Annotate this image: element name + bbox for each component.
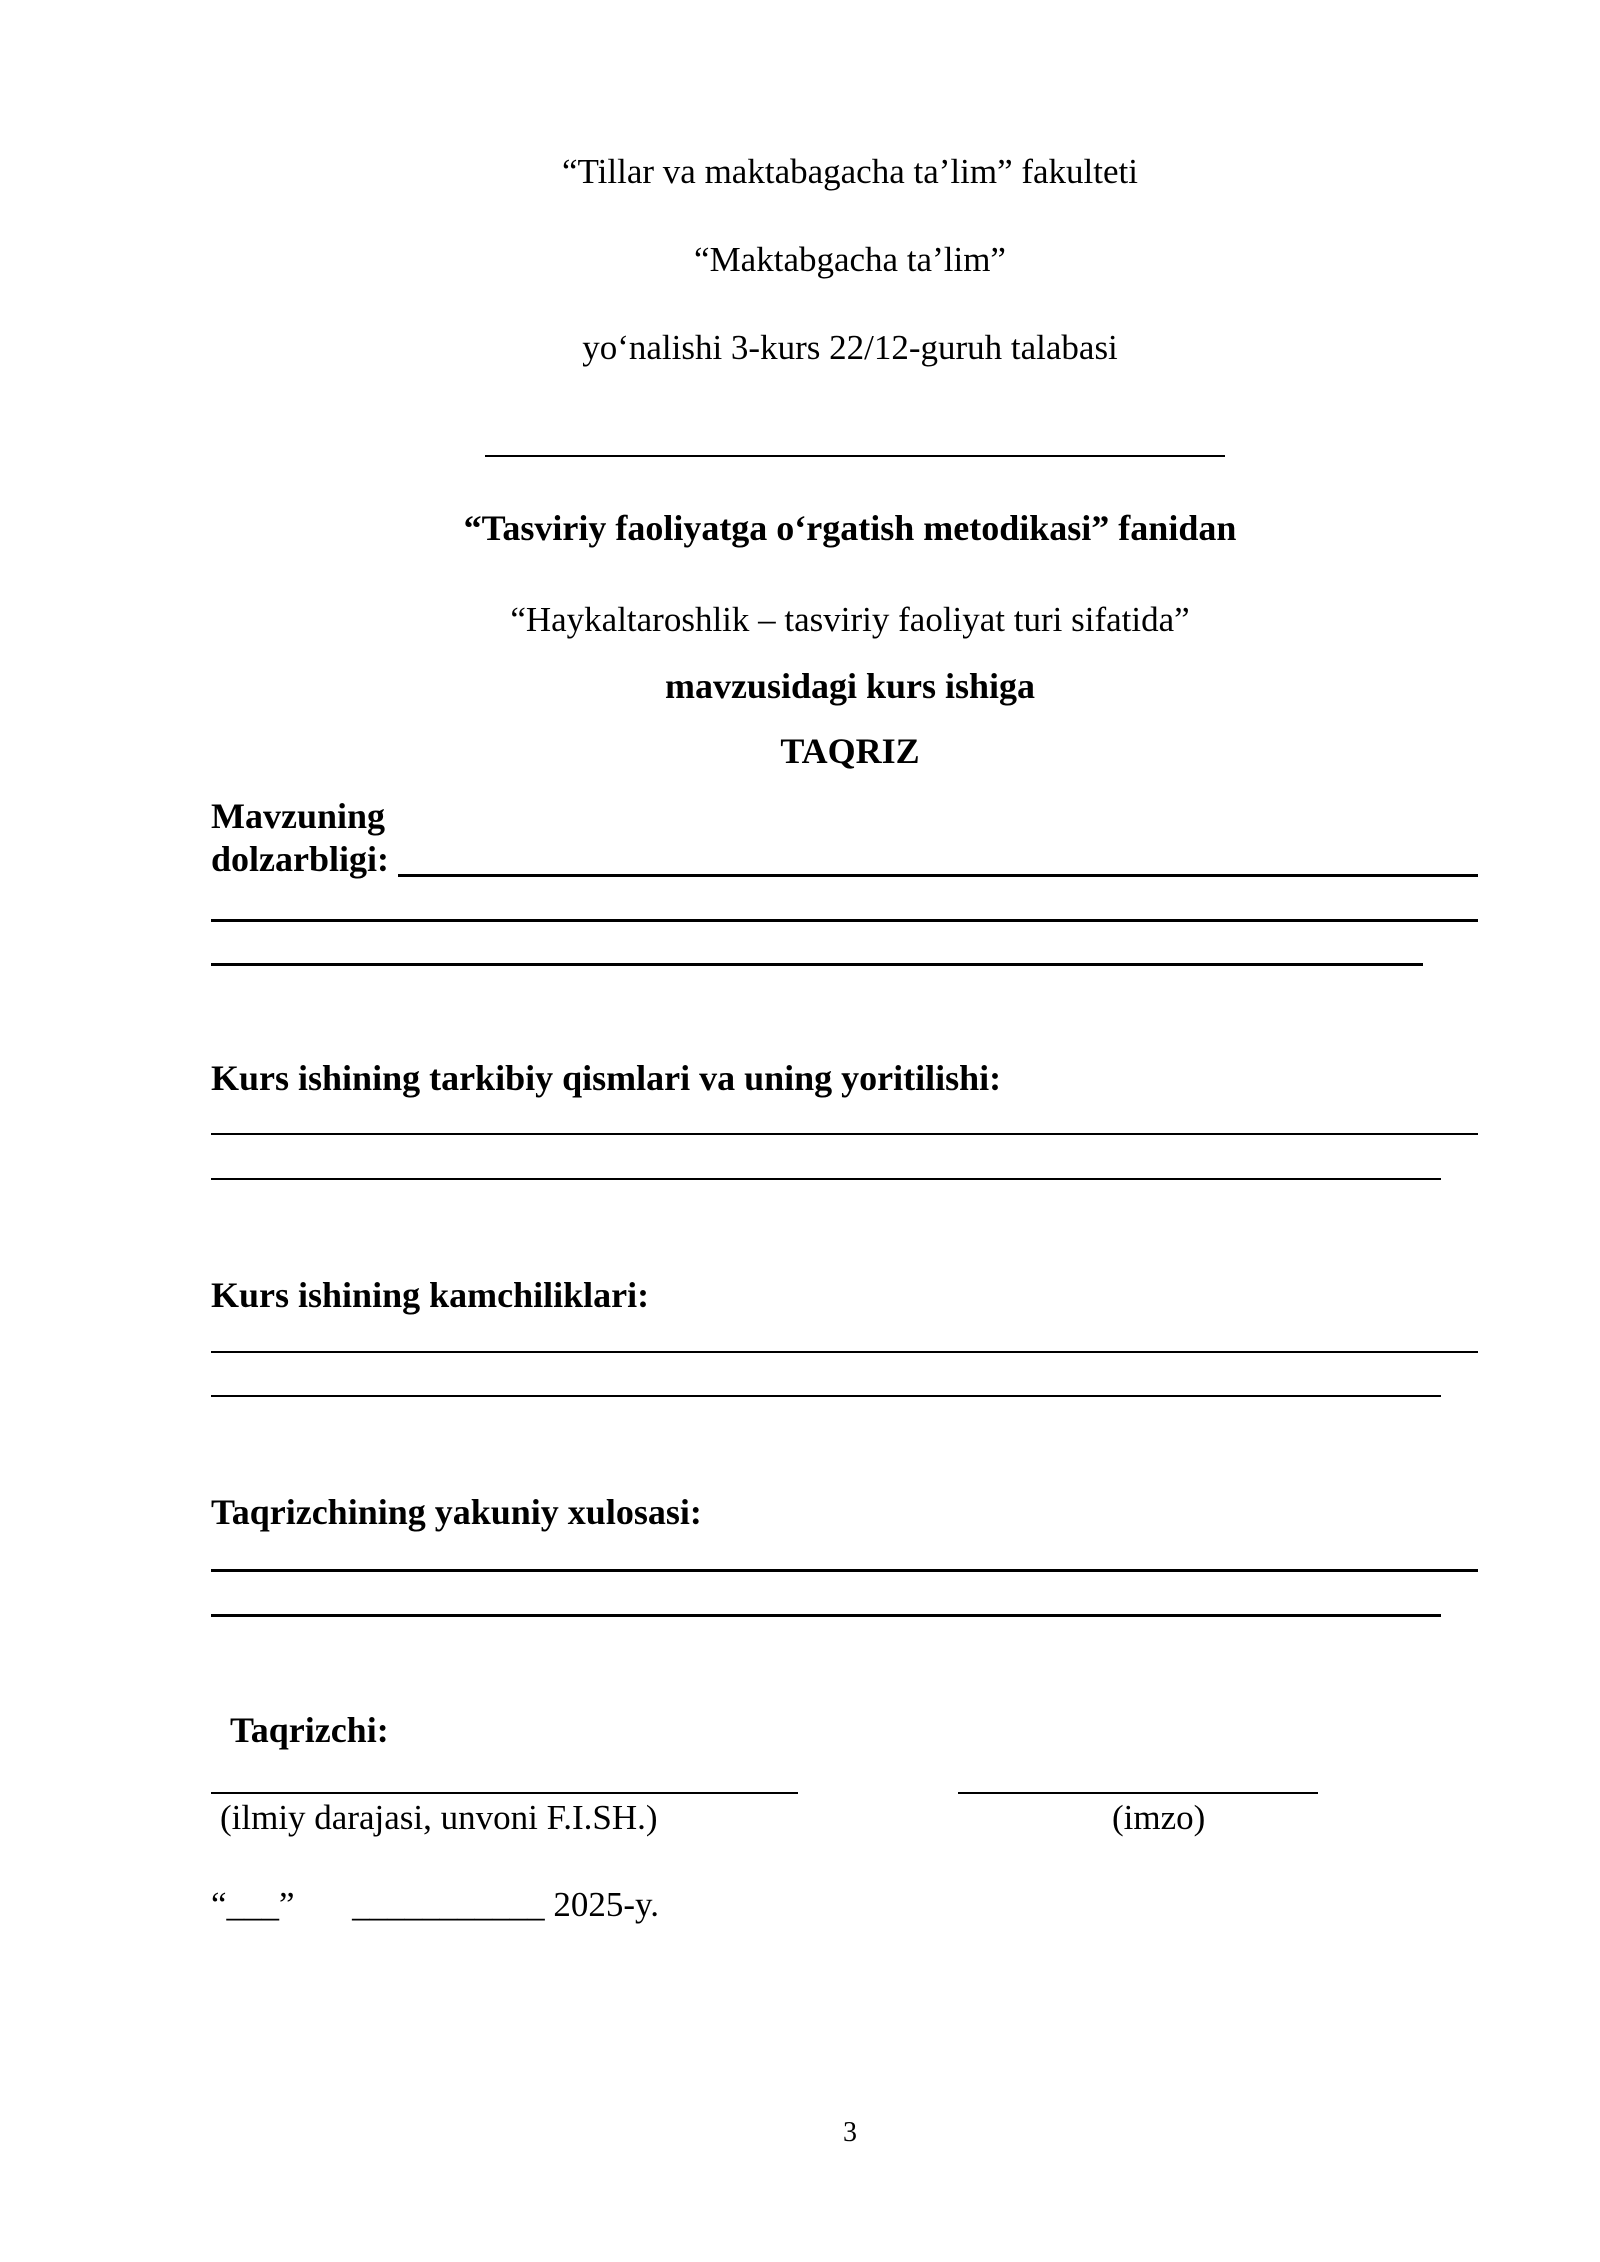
- date-month-blank[interactable]: ___________: [352, 1885, 545, 1924]
- reviewer-credentials-blank[interactable]: [211, 1792, 798, 1794]
- document-type-heading: TAQRIZ: [780, 731, 920, 771]
- relevance-label-line2: dolzarbligi:: [211, 839, 389, 879]
- date-open-quote: “: [211, 1885, 227, 1924]
- faculty-line: “Tillar va maktabagacha ta’lim” fakulteti: [562, 152, 1138, 191]
- conclusion-blank-2[interactable]: [211, 1614, 1441, 1617]
- student-name-blank[interactable]: [485, 455, 1225, 457]
- relevance-label-line1: Mavzuning: [211, 796, 386, 836]
- relevance-blank-3[interactable]: [211, 963, 1423, 966]
- page-number: 3: [843, 2117, 857, 2148]
- credentials-caption: (ilmiy darajasi, unvoni F.I.SH.): [220, 1798, 658, 1837]
- relevance-blank-2[interactable]: [211, 919, 1478, 922]
- direction-line: “Maktabgacha ta’lim”: [694, 240, 1006, 279]
- signature-blank[interactable]: [958, 1792, 1318, 1794]
- date-year: 2025-y.: [553, 1885, 659, 1924]
- shortcomings-blank-2[interactable]: [211, 1395, 1441, 1397]
- signature-caption: (imzo): [1112, 1798, 1206, 1837]
- conclusion-label: Taqrizchining yakuniy xulosasi:: [211, 1492, 702, 1532]
- reviewer-label: Taqrizchi:: [230, 1710, 389, 1750]
- topic-line: “Haykaltaroshlik – tasviriy faoliyat turi sifatida”: [510, 600, 1190, 639]
- date-line: [211, 1885, 659, 1925]
- shortcomings-blank-1[interactable]: [211, 1351, 1478, 1353]
- components-label: Kurs ishining tarkibiy qismlari va uning yoritilishi:: [211, 1058, 1002, 1098]
- subject-line: “Tasviriy faoliyatga o‘rgatish metodikasi” fanidan: [463, 508, 1237, 548]
- conclusion-blank-1[interactable]: [211, 1569, 1478, 1572]
- components-blank-2[interactable]: [211, 1178, 1441, 1180]
- date-day-blank[interactable]: ___: [226, 1885, 280, 1924]
- shortcomings-label: Kurs ishining kamchiliklari:: [211, 1275, 650, 1315]
- topic-suffix-line: mavzusidagi kurs ishiga: [664, 666, 1036, 706]
- date-close-quote: ”: [279, 1885, 295, 1924]
- components-blank-1[interactable]: [211, 1133, 1478, 1135]
- relevance-blank-1[interactable]: [398, 874, 1478, 877]
- student-line: yo‘nalishi 3-kurs 22/12-guruh talabasi: [582, 328, 1118, 367]
